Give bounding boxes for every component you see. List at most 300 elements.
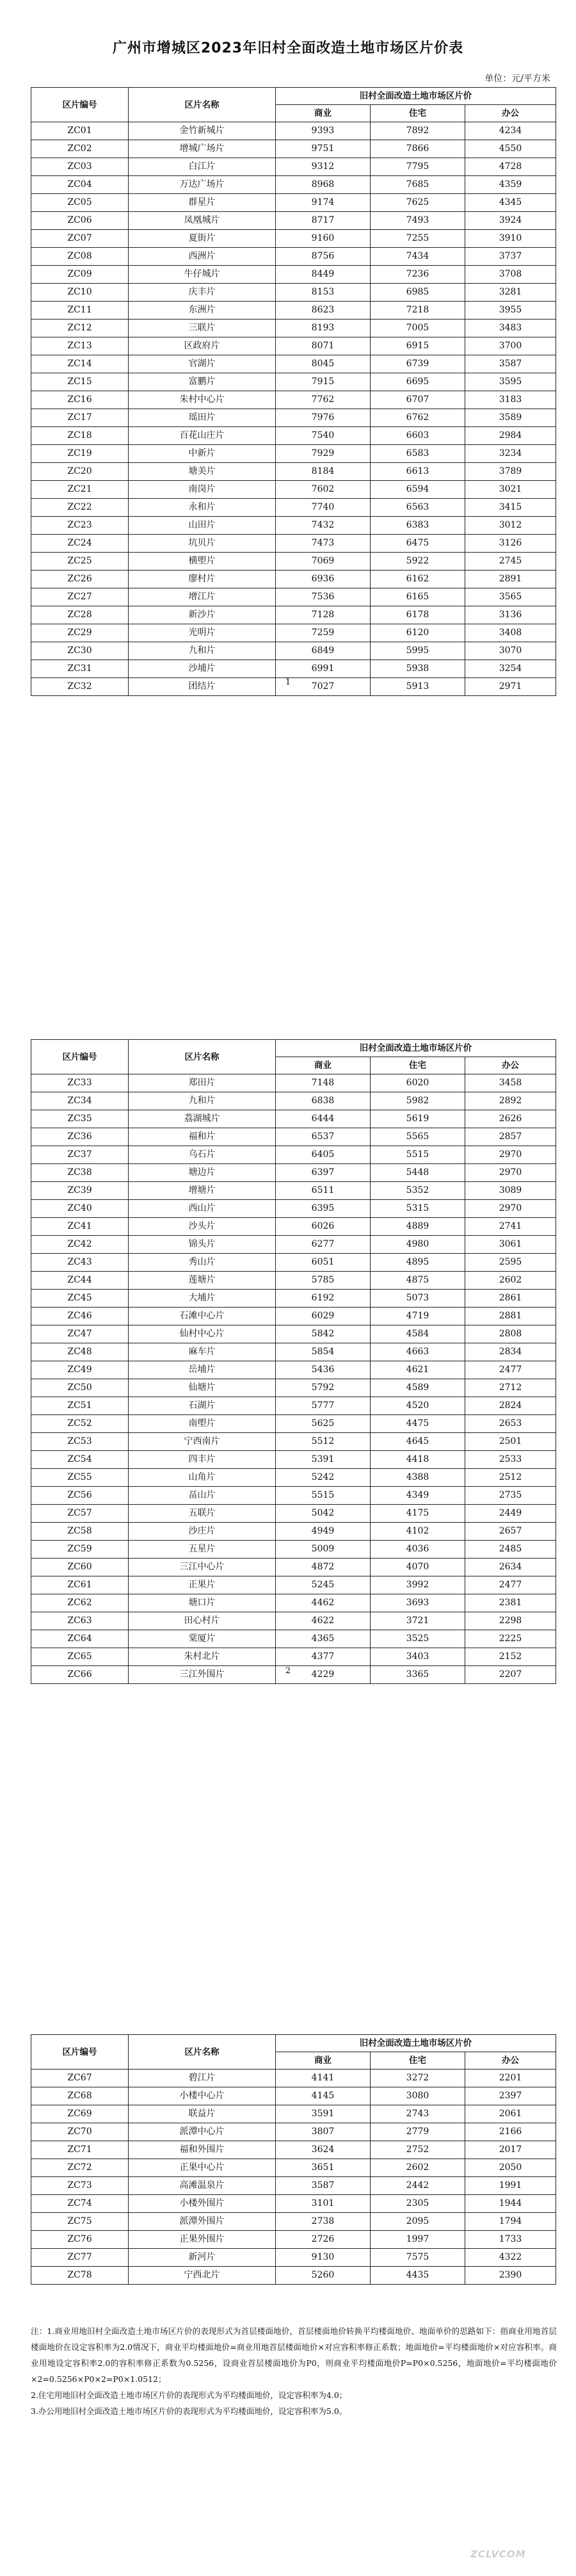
header-residential: 住宅: [371, 105, 465, 122]
cell-code: ZC42: [31, 1236, 129, 1254]
cell-name: 西洲片: [129, 248, 276, 266]
cell-commercial: 3591: [276, 2105, 371, 2123]
cell-code: ZC50: [31, 1379, 129, 1397]
notes: [31, 2323, 557, 2419]
cell-office: 3924: [465, 212, 556, 230]
cell-commercial: 8153: [276, 284, 371, 302]
cell-code: ZC74: [31, 2195, 129, 2213]
table-row: [31, 1594, 556, 1612]
table-row: [31, 2231, 556, 2249]
cell-name: 宁西北片: [129, 2267, 276, 2285]
cell-office: 2595: [465, 1254, 556, 1272]
cell-office: 2970: [465, 1164, 556, 1182]
cell-name: 锦头片: [129, 1236, 276, 1254]
cell-residential: 5352: [371, 1182, 465, 1200]
cell-name: 九和片: [129, 642, 276, 660]
header-name: 区片名称: [129, 88, 276, 122]
cell-code: ZC32: [31, 678, 129, 696]
cell-code: ZC41: [31, 1218, 129, 1236]
cell-residential: 5315: [371, 1200, 465, 1218]
cell-commercial: 6511: [276, 1182, 371, 1200]
table-row: [31, 391, 556, 409]
cell-name: 碧江片: [129, 2070, 276, 2087]
cell-commercial: 5515: [276, 1487, 371, 1505]
table-row: [31, 445, 556, 463]
header-code: 区片编号: [31, 1040, 129, 1074]
cell-code: ZC49: [31, 1361, 129, 1379]
cell-name: 塘口片: [129, 1594, 276, 1612]
table-row: [31, 140, 556, 158]
cell-name: 仙塘片: [129, 1379, 276, 1397]
cell-commercial: 3587: [276, 2177, 371, 2195]
cell-commercial: 7259: [276, 624, 371, 642]
cell-code: ZC70: [31, 2123, 129, 2141]
cell-office: 3955: [465, 302, 556, 320]
cell-name: 万达广场片: [129, 176, 276, 194]
cell-office: 4359: [465, 176, 556, 194]
cell-office: 2397: [465, 2087, 556, 2105]
cell-residential: 2442: [371, 2177, 465, 2195]
cell-code: ZC48: [31, 1343, 129, 1361]
cell-residential: 3693: [371, 1594, 465, 1612]
cell-residential: 5982: [371, 1092, 465, 1110]
cell-office: 2017: [465, 2141, 556, 2159]
cell-commercial: 7536: [276, 588, 371, 606]
cell-office: 2735: [465, 1487, 556, 1505]
cell-name: 五星片: [129, 1541, 276, 1559]
cell-residential: 7866: [371, 140, 465, 158]
table-row: [31, 463, 556, 481]
cell-name: 中新片: [129, 445, 276, 463]
cell-residential: 6383: [371, 517, 465, 535]
cell-commercial: 8193: [276, 320, 371, 337]
cell-code: ZC51: [31, 1397, 129, 1415]
cell-office: 2741: [465, 1218, 556, 1236]
cell-residential: 4102: [371, 1523, 465, 1541]
cell-office: 3458: [465, 1074, 556, 1092]
table-row: [31, 266, 556, 284]
cell-name: 庆丰片: [129, 284, 276, 302]
cell-name: 新河片: [129, 2249, 276, 2267]
table-row: [31, 355, 556, 373]
cell-commercial: 7976: [276, 409, 371, 427]
cell-name: 正果片: [129, 1576, 276, 1594]
cell-commercial: 6397: [276, 1164, 371, 1182]
cell-residential: 7218: [371, 302, 465, 320]
cell-name: 富鹏片: [129, 373, 276, 391]
table-row: [31, 1308, 556, 1325]
cell-residential: 7795: [371, 158, 465, 176]
cell-commercial: 5245: [276, 1576, 371, 1594]
cell-commercial: 3624: [276, 2141, 371, 2159]
cell-commercial: 8449: [276, 266, 371, 284]
cell-office: 2634: [465, 1559, 556, 1576]
cell-residential: 2743: [371, 2105, 465, 2123]
cell-name: 坑贝片: [129, 535, 276, 553]
table-row: [31, 158, 556, 176]
cell-office: 3089: [465, 1182, 556, 1200]
cell-residential: 4889: [371, 1218, 465, 1236]
cell-residential: 5995: [371, 642, 465, 660]
cell-residential: 4875: [371, 1272, 465, 1290]
cell-office: 3126: [465, 535, 556, 553]
cell-code: ZC63: [31, 1612, 129, 1630]
cell-code: ZC13: [31, 337, 129, 355]
cell-residential: 4175: [371, 1505, 465, 1523]
cell-residential: 5565: [371, 1128, 465, 1146]
header-commercial: 商业: [276, 2052, 371, 2070]
cell-commercial: 7069: [276, 553, 371, 571]
cell-residential: 4520: [371, 1397, 465, 1415]
cell-office: 2390: [465, 2267, 556, 2285]
cell-name: 大埔片: [129, 1290, 276, 1308]
table-row: [31, 1559, 556, 1576]
cell-residential: 4388: [371, 1469, 465, 1487]
cell-residential: 7892: [371, 122, 465, 140]
cell-code: ZC10: [31, 284, 129, 302]
cell-commercial: 5842: [276, 1325, 371, 1343]
cell-name: 福和片: [129, 1128, 276, 1146]
table-row: [31, 122, 556, 140]
table-row: [31, 571, 556, 588]
cell-office: 2449: [465, 1505, 556, 1523]
table-row: [31, 1523, 556, 1541]
cell-name: 五联片: [129, 1505, 276, 1523]
cell-name: 百花山庄片: [129, 427, 276, 445]
cell-code: ZC01: [31, 122, 129, 140]
cell-residential: 4663: [371, 1343, 465, 1361]
table-row: [31, 499, 556, 517]
table-row: [31, 1648, 556, 1666]
cell-name: 南岗片: [129, 481, 276, 499]
cell-commercial: 7915: [276, 373, 371, 391]
cell-residential: 4349: [371, 1487, 465, 1505]
cell-residential: 6695: [371, 373, 465, 391]
cell-code: ZC07: [31, 230, 129, 248]
cell-name: 东洲片: [129, 302, 276, 320]
table-row: [31, 2159, 556, 2177]
cell-name: 区政府片: [129, 337, 276, 355]
table-row: [31, 2249, 556, 2267]
cell-office: 2207: [465, 1666, 556, 1684]
table-row: [31, 1576, 556, 1594]
header-name: 区片名称: [129, 1040, 276, 1074]
cell-commercial: 9174: [276, 194, 371, 212]
table-row: [31, 624, 556, 642]
cell-office: 2891: [465, 571, 556, 588]
cell-code: ZC06: [31, 212, 129, 230]
table-row: [31, 337, 556, 355]
table-row: [31, 1146, 556, 1164]
table-row: [31, 606, 556, 624]
cell-office: 4322: [465, 2249, 556, 2267]
table-row: [31, 481, 556, 499]
table-row: [31, 1433, 556, 1451]
cell-residential: 5938: [371, 660, 465, 678]
cell-code: ZC64: [31, 1630, 129, 1648]
cell-commercial: 4365: [276, 1630, 371, 1648]
table-row: [31, 1541, 556, 1559]
cell-name: 石湖片: [129, 1397, 276, 1415]
cell-commercial: 8968: [276, 176, 371, 194]
table-row: [31, 642, 556, 660]
cell-name: 瑶田片: [129, 409, 276, 427]
cell-office: 2824: [465, 1397, 556, 1415]
cell-residential: 7255: [371, 230, 465, 248]
cell-code: ZC12: [31, 320, 129, 337]
cell-commercial: 7740: [276, 499, 371, 517]
cell-commercial: 6026: [276, 1218, 371, 1236]
cell-name: 四丰片: [129, 1451, 276, 1469]
table-row: [31, 1325, 556, 1343]
cell-code: ZC26: [31, 571, 129, 588]
cell-residential: 5619: [371, 1110, 465, 1128]
cell-office: 2166: [465, 2123, 556, 2141]
cell-office: 3589: [465, 409, 556, 427]
cell-commercial: 2726: [276, 2231, 371, 2249]
page-number-2: 2: [285, 1666, 291, 1676]
cell-office: 3183: [465, 391, 556, 409]
cell-office: 2626: [465, 1110, 556, 1128]
cell-commercial: 6849: [276, 642, 371, 660]
cell-code: ZC46: [31, 1308, 129, 1325]
cell-code: ZC22: [31, 499, 129, 517]
header-code: 区片编号: [31, 88, 129, 122]
cell-residential: 4435: [371, 2267, 465, 2285]
table-row: [31, 1236, 556, 1254]
cell-commercial: 6405: [276, 1146, 371, 1164]
cell-commercial: 5854: [276, 1343, 371, 1361]
cell-commercial: 6395: [276, 1200, 371, 1218]
cell-residential: 6563: [371, 499, 465, 517]
cell-commercial: 7128: [276, 606, 371, 624]
cell-name: 新沙片: [129, 606, 276, 624]
cell-residential: 5922: [371, 553, 465, 571]
cell-commercial: 9130: [276, 2249, 371, 2267]
header-group: 旧村全面改造土地市场区片价: [276, 88, 556, 105]
note-2: 2.住宅用地旧村全面改造土地市场区片价的表现形式为平均楼面地价，设定容积率为4.0；: [31, 2390, 348, 2400]
cell-office: 4234: [465, 122, 556, 140]
cell-name: 小楼外围片: [129, 2195, 276, 2213]
cell-name: 岳埔片: [129, 1361, 276, 1379]
cell-residential: 6178: [371, 606, 465, 624]
cell-residential: 5448: [371, 1164, 465, 1182]
cell-commercial: 7027: [276, 678, 371, 696]
cell-office: 2657: [465, 1523, 556, 1541]
cell-code: ZC73: [31, 2177, 129, 2195]
cell-commercial: 6537: [276, 1128, 371, 1146]
table-row: [31, 1254, 556, 1272]
cell-office: 3700: [465, 337, 556, 355]
table-row: [31, 2105, 556, 2123]
cell-code: ZC53: [31, 1433, 129, 1451]
cell-name: 西山片: [129, 1200, 276, 1218]
cell-code: ZC75: [31, 2213, 129, 2231]
cell-commercial: 6277: [276, 1236, 371, 1254]
cell-office: 2881: [465, 1308, 556, 1325]
cell-office: 1733: [465, 2231, 556, 2249]
table-row: [31, 2070, 556, 2087]
cell-code: ZC15: [31, 373, 129, 391]
cell-commercial: 3101: [276, 2195, 371, 2213]
cell-commercial: 5777: [276, 1397, 371, 1415]
cell-commercial: 6029: [276, 1308, 371, 1325]
cell-name: 宁西南片: [129, 1433, 276, 1451]
cell-commercial: 7432: [276, 517, 371, 535]
cell-name: 正果中心片: [129, 2159, 276, 2177]
cell-code: ZC62: [31, 1594, 129, 1612]
cell-code: ZC39: [31, 1182, 129, 1200]
cell-name: 田心村片: [129, 1612, 276, 1630]
cell-commercial: 7602: [276, 481, 371, 499]
cell-commercial: 9751: [276, 140, 371, 158]
cell-office: 3281: [465, 284, 556, 302]
table-row: [31, 409, 556, 427]
cell-code: ZC57: [31, 1505, 129, 1523]
table-row: [31, 1343, 556, 1361]
cell-name: 福和外围片: [129, 2141, 276, 2159]
cell-code: ZC33: [31, 1074, 129, 1092]
cell-name: 高滩温泉片: [129, 2177, 276, 2195]
cell-office: 2834: [465, 1343, 556, 1361]
cell-office: 2298: [465, 1612, 556, 1630]
cell-commercial: 4145: [276, 2087, 371, 2105]
cell-residential: 7236: [371, 266, 465, 284]
cell-residential: 3080: [371, 2087, 465, 2105]
cell-office: 2477: [465, 1576, 556, 1594]
price-table-page-1: [31, 87, 556, 696]
table-row: [31, 302, 556, 320]
cell-code: ZC24: [31, 535, 129, 553]
cell-residential: 4645: [371, 1433, 465, 1451]
cell-code: ZC05: [31, 194, 129, 212]
cell-office: 2857: [465, 1128, 556, 1146]
cell-residential: 5913: [371, 678, 465, 696]
cell-code: ZC69: [31, 2105, 129, 2123]
header-residential: 住宅: [371, 1057, 465, 1074]
cell-commercial: 5785: [276, 1272, 371, 1290]
cell-commercial: 8623: [276, 302, 371, 320]
table-row: [31, 1290, 556, 1308]
cell-residential: 2095: [371, 2213, 465, 2231]
header-office: 办公: [465, 1057, 556, 1074]
cell-office: 3483: [465, 320, 556, 337]
cell-commercial: 7148: [276, 1074, 371, 1092]
cell-residential: 4418: [371, 1451, 465, 1469]
cell-residential: 4589: [371, 1379, 465, 1397]
cell-office: 2861: [465, 1290, 556, 1308]
cell-name: 金竹新城片: [129, 122, 276, 140]
cell-residential: 6475: [371, 535, 465, 553]
cell-commercial: 5625: [276, 1415, 371, 1433]
cell-commercial: 5042: [276, 1505, 371, 1523]
cell-commercial: 2738: [276, 2213, 371, 2231]
cell-code: ZC20: [31, 463, 129, 481]
cell-office: 2970: [465, 1146, 556, 1164]
cell-code: ZC60: [31, 1559, 129, 1576]
table-row: [31, 1200, 556, 1218]
table-row: [31, 2141, 556, 2159]
cell-code: ZC38: [31, 1164, 129, 1182]
cell-name: 沙庄片: [129, 1523, 276, 1541]
cell-code: ZC36: [31, 1128, 129, 1146]
cell-office: 2745: [465, 553, 556, 571]
cell-code: ZC43: [31, 1254, 129, 1272]
cell-office: 3910: [465, 230, 556, 248]
cell-commercial: 6051: [276, 1254, 371, 1272]
header-office: 办公: [465, 105, 556, 122]
cell-commercial: 8045: [276, 355, 371, 373]
table-row: [31, 1361, 556, 1379]
cell-code: ZC78: [31, 2267, 129, 2285]
cell-residential: 5515: [371, 1146, 465, 1164]
cell-residential: 6020: [371, 1074, 465, 1092]
cell-code: ZC40: [31, 1200, 129, 1218]
cell-name: 塘美片: [129, 463, 276, 481]
cell-name: 九和片: [129, 1092, 276, 1110]
cell-code: ZC08: [31, 248, 129, 266]
cell-code: ZC30: [31, 642, 129, 660]
cell-code: ZC55: [31, 1469, 129, 1487]
header-commercial: 商业: [276, 1057, 371, 1074]
cell-name: 麻车片: [129, 1343, 276, 1361]
cell-office: 3789: [465, 463, 556, 481]
cell-name: 白江片: [129, 158, 276, 176]
table-row: [31, 194, 556, 212]
table-row: [31, 1379, 556, 1397]
cell-code: ZC58: [31, 1523, 129, 1541]
cell-residential: 7575: [371, 2249, 465, 2267]
cell-code: ZC16: [31, 391, 129, 409]
table-row: [31, 284, 556, 302]
cell-name: 郑田片: [129, 1074, 276, 1092]
cell-residential: 6985: [371, 284, 465, 302]
cell-residential: 6603: [371, 427, 465, 445]
header-group: 旧村全面改造土地市场区片价: [276, 1040, 556, 1057]
cell-code: ZC29: [31, 624, 129, 642]
table-row: [31, 248, 556, 266]
cell-residential: 7005: [371, 320, 465, 337]
cell-residential: 3525: [371, 1630, 465, 1648]
cell-commercial: 4377: [276, 1648, 371, 1666]
cell-name: 南塱片: [129, 1415, 276, 1433]
cell-name: 朱村中心片: [129, 391, 276, 409]
cell-commercial: 5512: [276, 1433, 371, 1451]
cell-office: 3012: [465, 517, 556, 535]
cell-commercial: 9312: [276, 158, 371, 176]
cell-commercial: 7473: [276, 535, 371, 553]
table-row: [31, 1092, 556, 1110]
cell-name: 夏街片: [129, 230, 276, 248]
cell-residential: 6707: [371, 391, 465, 409]
watermark-logo: ZCLVCOM: [470, 2548, 526, 2560]
cell-office: 1944: [465, 2195, 556, 2213]
cell-office: 2485: [465, 1541, 556, 1559]
cell-residential: 6165: [371, 588, 465, 606]
cell-residential: 4719: [371, 1308, 465, 1325]
cell-name: 沙头片: [129, 1218, 276, 1236]
unit-label: 单位：元/平方米: [484, 74, 550, 84]
cell-office: 2971: [465, 678, 556, 696]
table-row: [31, 660, 556, 678]
cell-commercial: 7762: [276, 391, 371, 409]
cell-office: 3070: [465, 642, 556, 660]
cell-commercial: 7540: [276, 427, 371, 445]
header-residential: 住宅: [371, 2052, 465, 2070]
cell-code: ZC45: [31, 1290, 129, 1308]
cell-commercial: 9393: [276, 122, 371, 140]
cell-office: 3254: [465, 660, 556, 678]
